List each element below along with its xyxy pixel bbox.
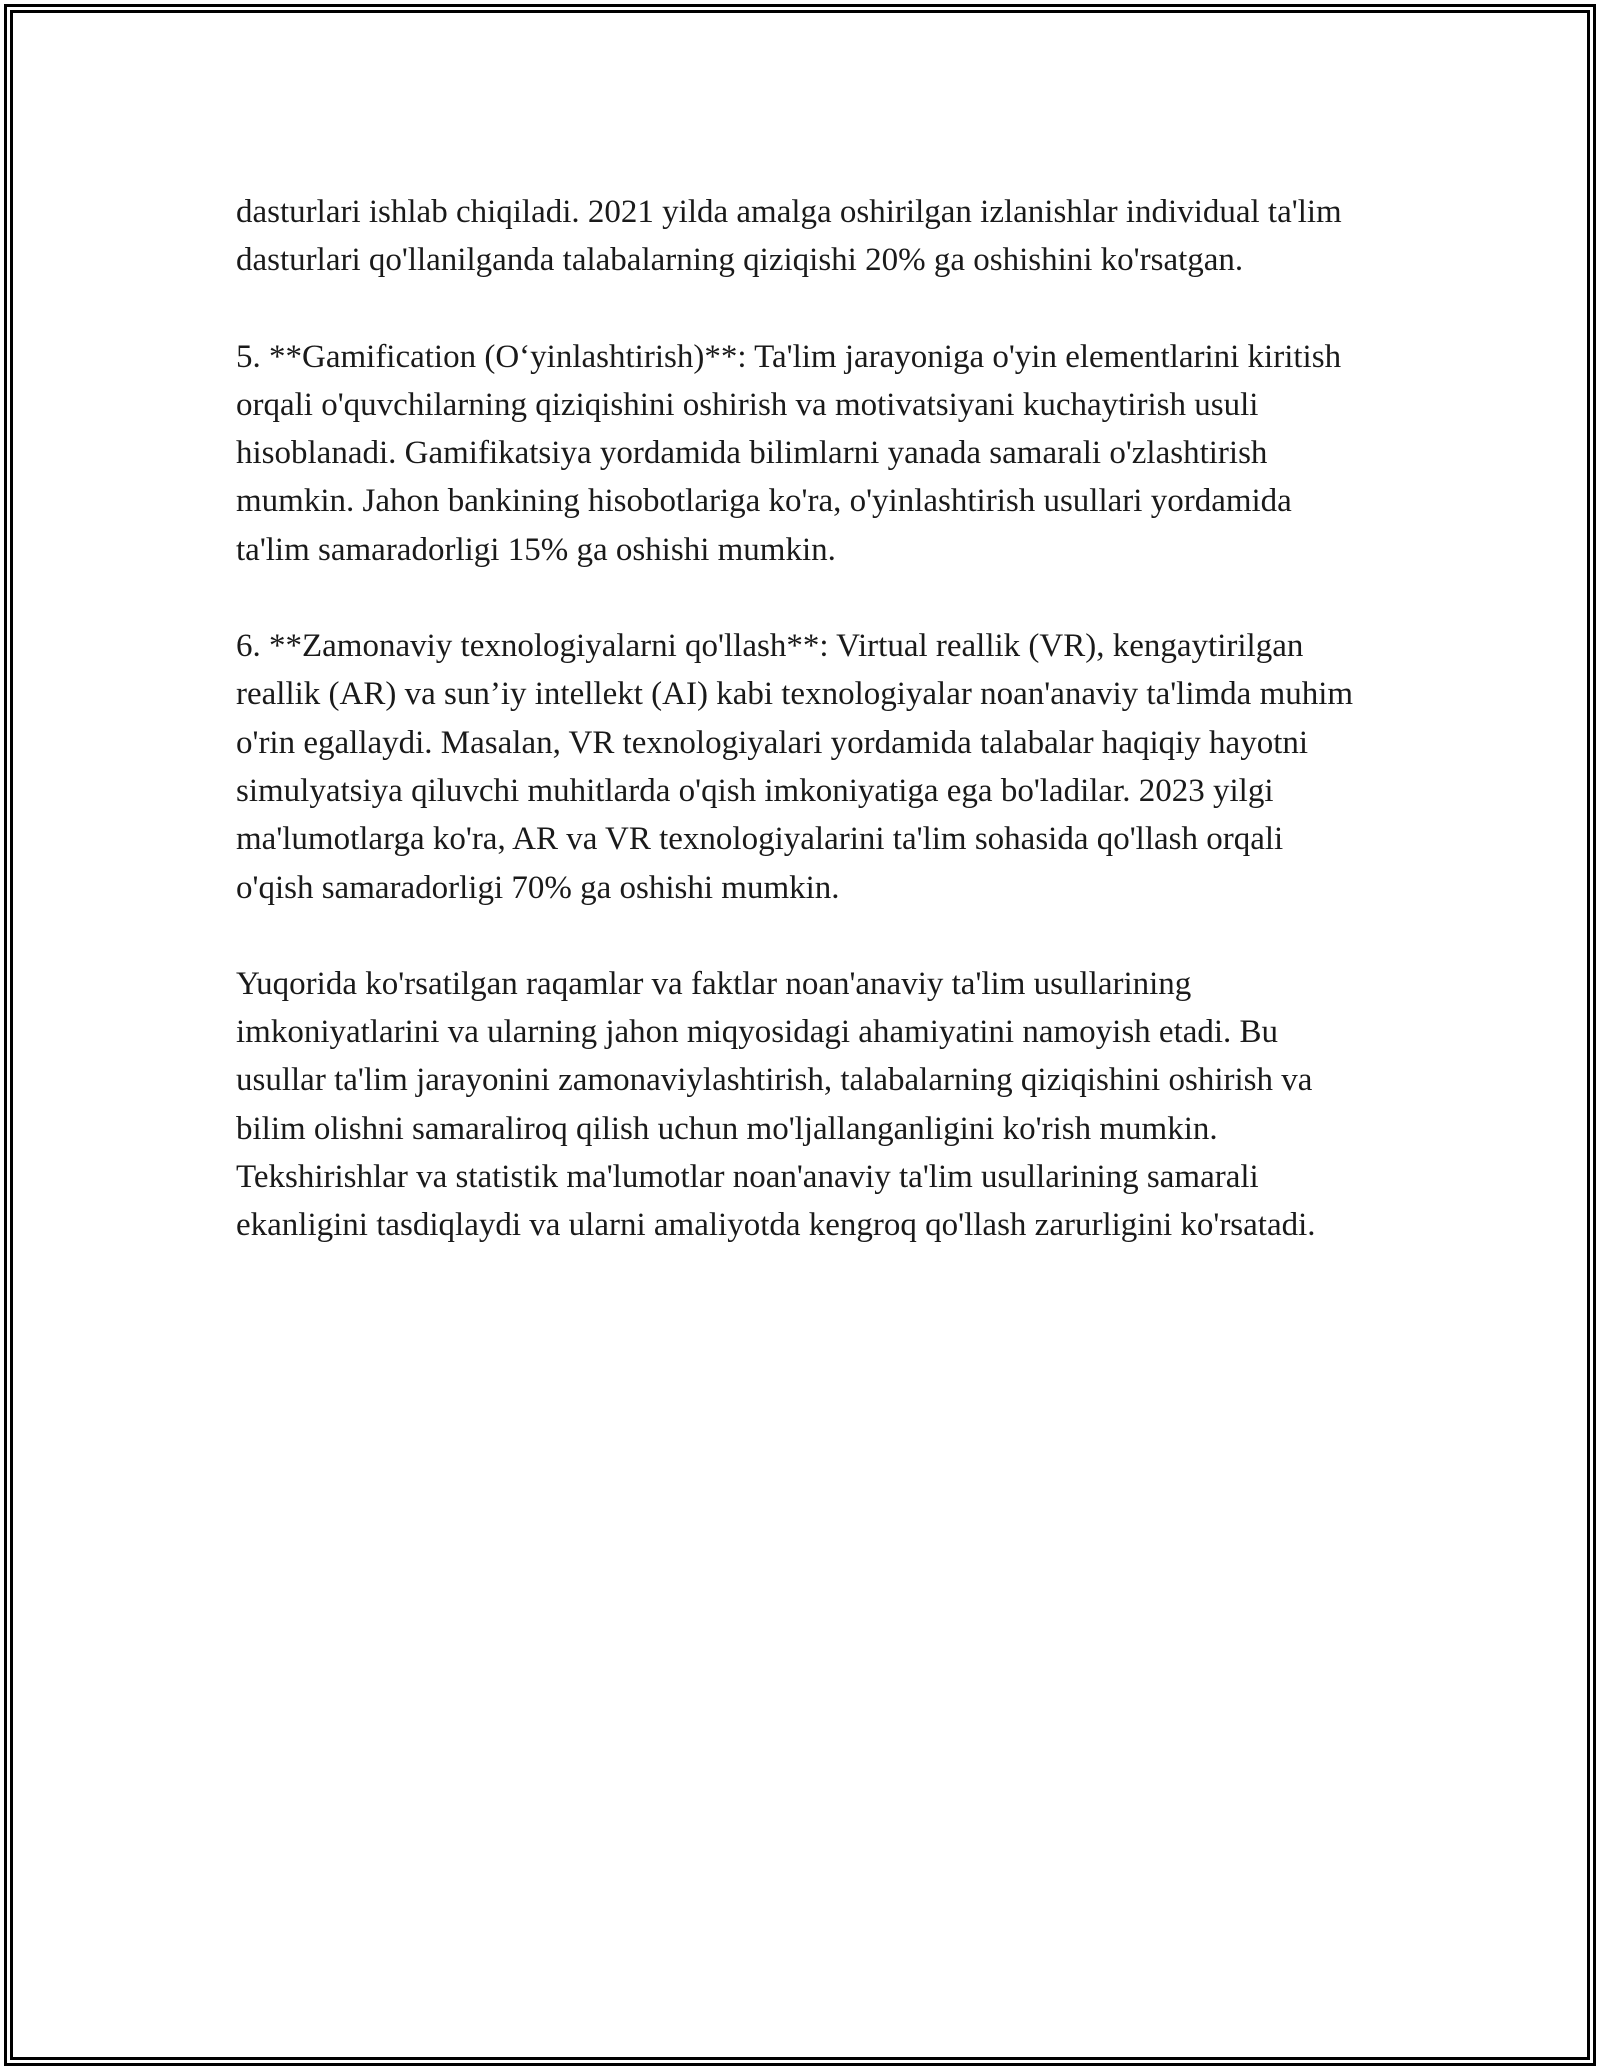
paragraph-gamification: 5. **Gamification (O‘yinlashtirish)**: Ta'lim jarayoniga o'yin elementlarini kiritish orqali o'quvchilarning qiziqishini oshirish va motivatsiyani kuchaytirish usuli hisoblanadi. Gamifikatsiya yordamida bilimlarni yanada samarali o'zlashtirish mumkin. Jahon bankining hisobotlariga ko'ra, o'yinlashtirish usullari yordamida ta'lim samaradorligi 15% ga oshishi mumkin.	[236, 338, 1342, 568]
paragraph-program-development: dasturlari ishlab chiqiladi. 2021 yilda amalga oshirilgan izlanishlar individual ta'lim dasturlari qo'llanilganda talabalarning qiziqishi 20% ga oshishini ko'rsatgan.	[236, 194, 1342, 279]
document-body	[236, 188, 1366, 1298]
paragraph-conclusion: Yuqorida ko'rsatilgan raqamlar va faktlar noan'anaviy ta'lim usullarining imkoniyatlarini va ularning jahon miqyosidagi ahamiyatini namoyish etadi. Bu usullar ta'lim jarayonini zamonaviylashtirish, talabalarning qiziqishini oshirish va bilim olishni samaraliroq qilish uchun mo'ljallanganligini ko'rish mumkin. Tekshirishlar va statistik ma'lumotlar noan'anaviy ta'lim usullarining samarali ekanligini tasdiqlaydi va ularni amaliyotda kengroq qo'llash zarurligini ko'rsatadi.	[236, 965, 1316, 1244]
paragraph-modern-technologies: 6. **Zamonaviy texnologiyalarni qo'llash**: Virtual reallik (VR), kengaytirilgan reallik (AR) va sun’iy intellekt (AI) kabi texnologiyalar noan'anaviy ta'limda muhim o'rin egallaydi. Masalan, VR texnologiyalari yordamida talabalar haqiqiy hayotni simulyatsiya qiluvchi muhitlarda o'qish imkoniyatiga ega bo'ladilar. 2023 yilgi ma'lumotlarga ko'ra, AR va VR texnologiyalarini ta'lim sohasida qo'llash orqali o'qish samaradorligi 70% ga oshishi mumkin.	[236, 628, 1354, 906]
